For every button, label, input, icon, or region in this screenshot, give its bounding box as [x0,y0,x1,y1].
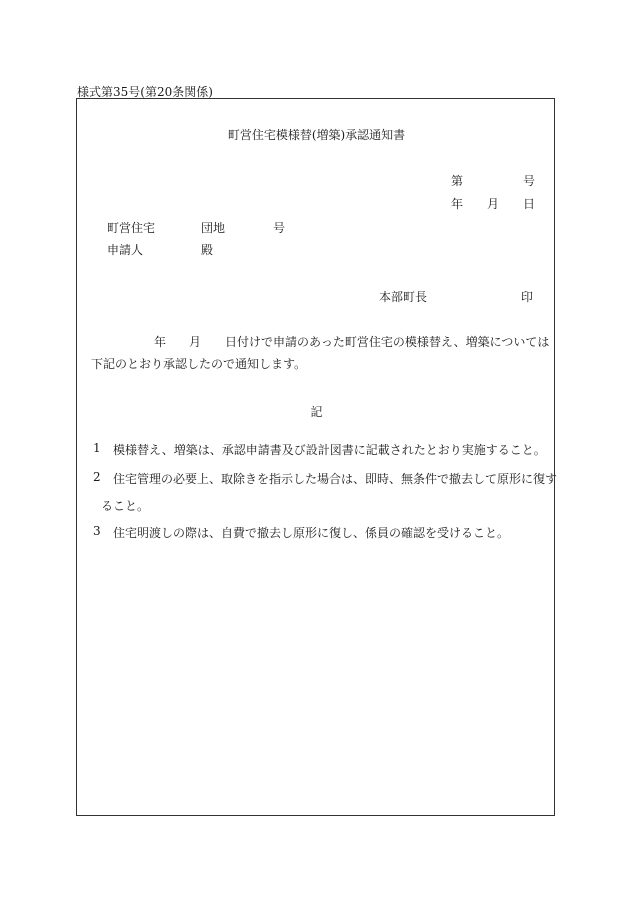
condition-text: 住宅管理の必要上、取除きを指示した場合は、即時、無条件で撤去して原形に復す [113,472,558,486]
ref-dai: 第 [451,174,464,188]
document-frame [76,98,558,816]
condition-num: 2 [93,470,101,484]
applicant-label: 申請人 [107,243,144,257]
intro-line1: 日付けで申請のあった町営住宅の模様替え、増築については [225,335,550,349]
date-hi: 日 [523,197,536,211]
danchi-label: 団地 [201,221,226,235]
condition-text: 模様替え、増築は、承認申請書及び設計図書に記載されたとおり実施すること。 [113,443,546,457]
intro-line2: 下記のとおり承認したので通知します。 [91,357,307,371]
ki-heading: 記 [310,405,323,419]
intro-tsuki: 月 [189,335,202,349]
condition-num: 3 [93,524,101,538]
housing-label: 町営住宅 [107,221,156,235]
intro-nen: 年 [154,335,167,349]
go-label: 号 [273,221,286,235]
date-nen: 年 [451,197,464,211]
issuer-title: 本部町長 [379,290,428,304]
condition-text: 住宅明渡しの際は、自費で撤去し原形に復し、係員の確認を受けること。 [113,526,510,540]
condition-num: 1 [93,441,101,455]
dono-label: 殿 [201,243,214,257]
form-number: 様式第35号(第20条関係) [77,85,213,99]
document-title: 町営住宅模様替(増築)承認通知書 [227,128,406,142]
condition-continuation: ること。 [101,499,150,513]
seal-mark: 印 [521,290,534,304]
date-tsuki: 月 [487,197,500,211]
ref-go: 号 [523,174,536,188]
